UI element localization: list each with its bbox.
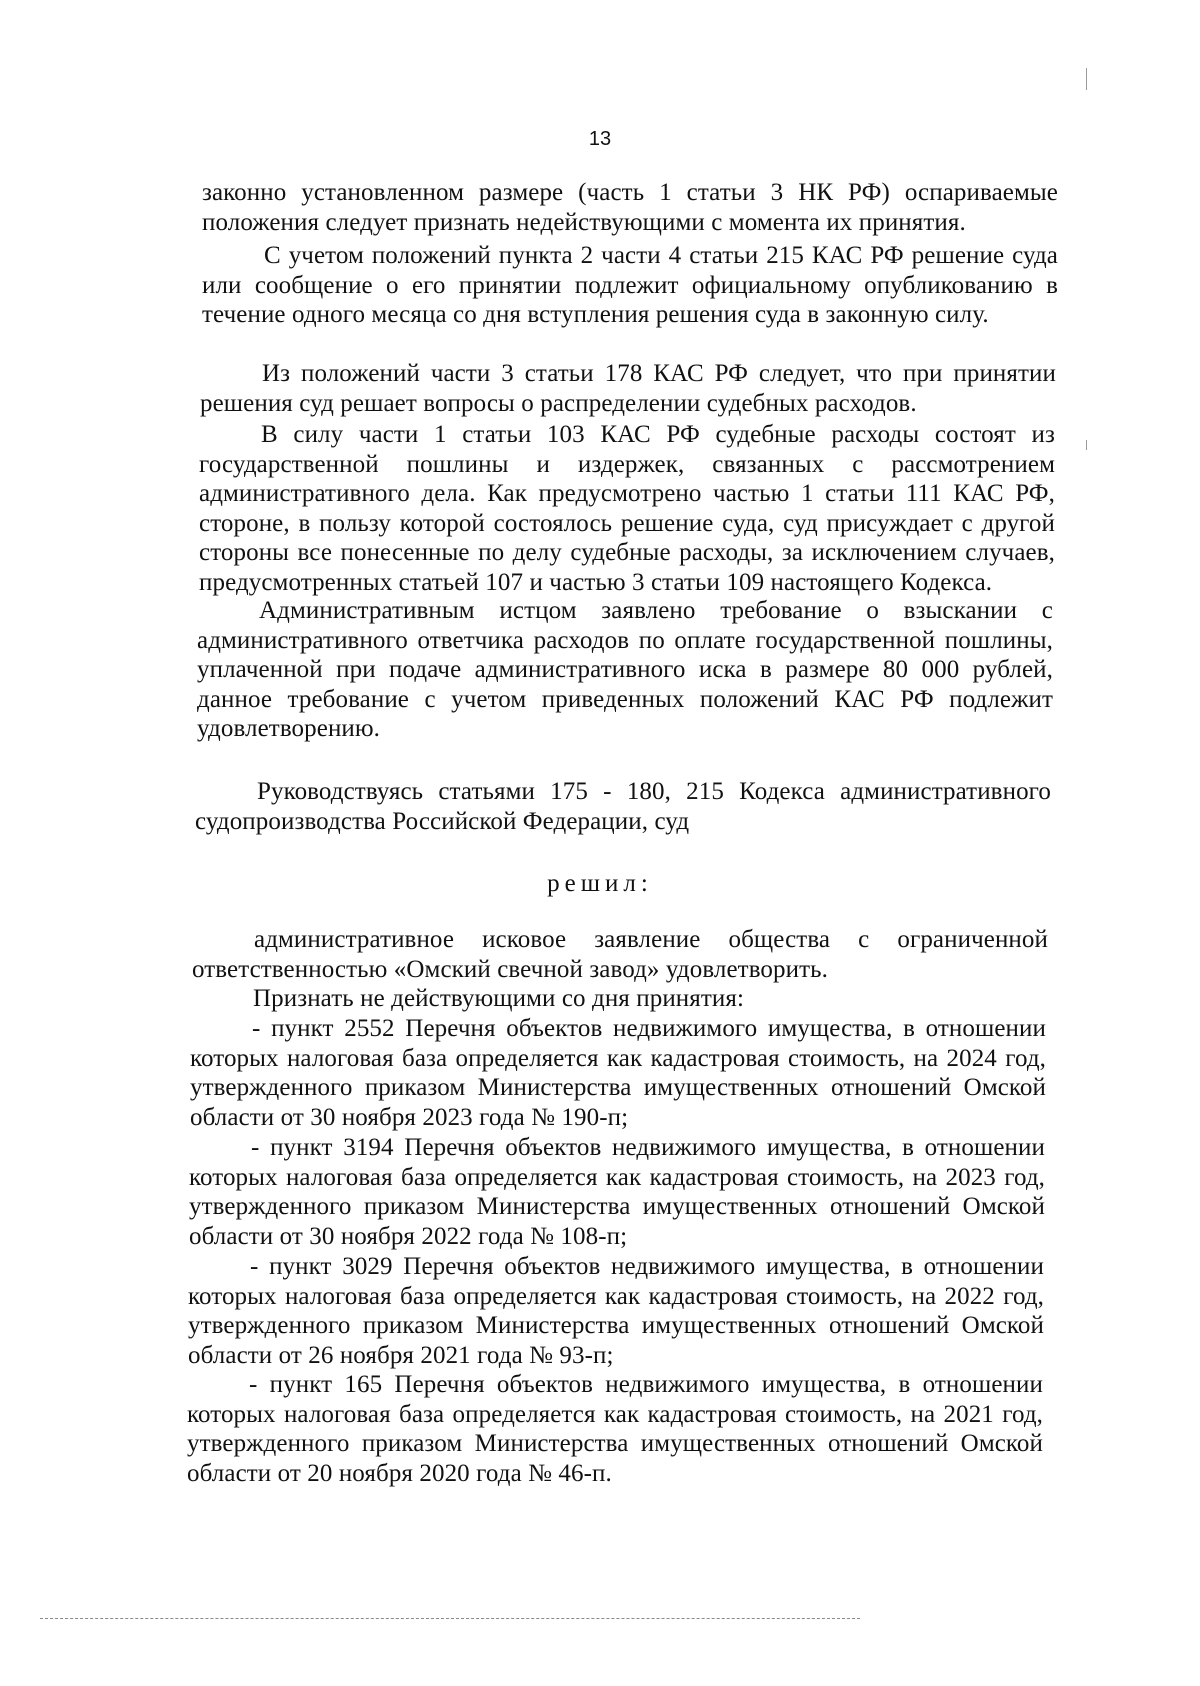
resolution-paragraph-1: административное исковое заявление общества с ограниченной ответственностью «Омский свечной завод» удовлетворить. bbox=[192, 926, 1048, 983]
resolution-paragraph-2: Признать не действующими со дня принятия: bbox=[253, 985, 745, 1012]
paragraph-4: В силу части 1 статьи 103 КАС РФ судебные расходы состоят из государственной пошлины и издержек, связанных с рассмотрением административного дела. Как предусмотрено частью 1 статьи 111 КАС РФ, стороне, в пользу которой состоялось решение суда, суд присуждает с другой стороны все понесенные по делу судебные расходы, за исключением случаев, предусмотренных статьей 107 и частью 3 статьи 109 настоящего Кодекса. bbox=[199, 421, 1055, 596]
scan-margin-mark bbox=[1086, 440, 1087, 450]
page-number: 13 bbox=[588, 128, 612, 150]
paragraph-5: Административным истцом заявлено требование о взыскании с административного ответчика расходов по оплате государственной пошлины, уплаченной при подаче административного иска в размере 80 000 рублей, данное требование с учетом приведенных положений КАС РФ подлежит удовлетворению. bbox=[197, 597, 1053, 742]
resolution-item-4: - пункт 165 Перечня объектов недвижимого имущества, в отношении которых налоговая база определяется как кадастровая стоимость, на 2021 год, утвержденного приказом Министерства имущественных отношений Омской области от 20 ноября 2020 года № 46-п. bbox=[187, 1371, 1043, 1487]
scan-margin-mark bbox=[1086, 68, 1087, 90]
resolved-heading: решил: bbox=[547, 870, 653, 897]
paragraph-6: Руководствуясь статьями 175 - 180, 215 Кодекса административного судопроизводства Российской Федерации, суд bbox=[195, 778, 1051, 835]
paragraph-3: Из положений части 3 статьи 178 КАС РФ следует, что при принятии решения суд решает вопросы о распределении судебных расходов. bbox=[200, 360, 1056, 417]
paragraph-1: законно установленном размере (часть 1 статьи 3 НК РФ) оспариваемые положения следует признать недействующими с момента их принятия. bbox=[202, 179, 1058, 236]
footer-rule bbox=[40, 1618, 860, 1619]
paragraph-2: С учетом положений пункта 2 части 4 статьи 215 КАС РФ решение суда или сообщение о его принятии подлежит официальному опубликованию в течение одного месяца со дня вступления решения суда в законную силу. bbox=[202, 242, 1058, 328]
resolution-item-2: - пункт 3194 Перечня объектов недвижимого имущества, в отношении которых налоговая база определяется как кадастровая стоимость, на 2023 год, утвержденного приказом Министерства имущественных отношений Омской области от 30 ноября 2022 года № 108-п; bbox=[189, 1134, 1045, 1250]
resolution-item-3: - пункт 3029 Перечня объектов недвижимого имущества, в отношении которых налоговая база определяется как кадастровая стоимость, на 2022 год, утвержденного приказом Министерства имущественных отношений Омской области от 26 ноября 2021 года № 93-п; bbox=[188, 1253, 1044, 1369]
resolution-item-1: - пункт 2552 Перечня объектов недвижимого имущества, в отношении которых налоговая база определяется как кадастровая стоимость, на 2024 год, утвержденного приказом Министерства имущественных отношений Омской области от 30 ноября 2023 года № 190-п; bbox=[190, 1015, 1046, 1131]
